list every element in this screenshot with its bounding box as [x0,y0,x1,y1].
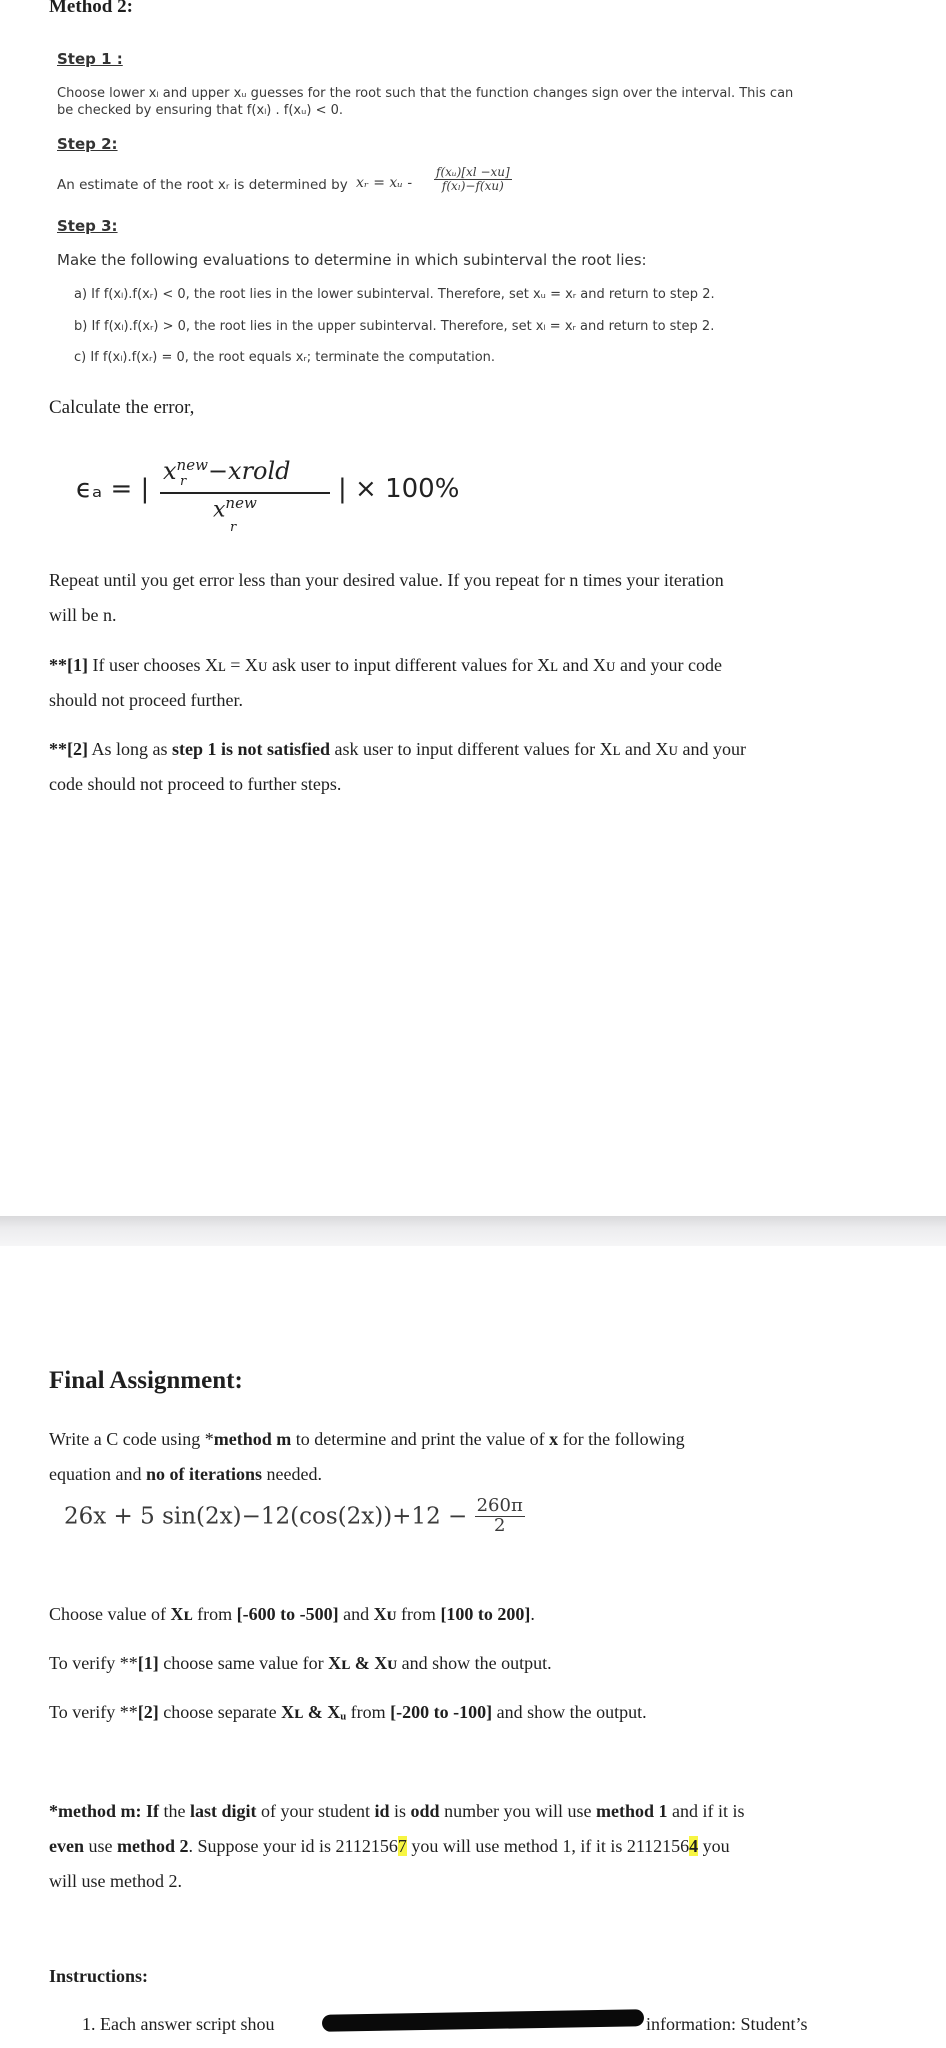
step3-item-c: c) If f(xₗ).f(xᵣ) = 0, the root equals xᵣ; terminate the computation. [74,350,496,365]
instruction-1-end: information: Student’s [646,2014,808,2034]
highlight-digit-7: 7 [397,1836,407,1856]
step2-text: An estimate of the root xᵣ is determined by [57,177,348,193]
error-formula [76,450,496,540]
error-formula-numerator: $x^{new}-xrold$ [163,456,291,485]
note1-line1: **[1] If user chooses Xʟ = Xᴜ ask user to input different values for Xʟ and Xᴜ and your code [49,655,722,675]
instruction-1-start: 1. Each answer script shou [82,2014,275,2034]
verify1-text: To verify **[1] choose same value for Xʟ & Xᴜ and show the output. [49,1653,552,1673]
step3-title: Step 3: [57,217,118,235]
error-formula-rhs: | × 100% [338,474,460,504]
repeat-text-line1: Repeat until you get error less than your desired value. If you repeat for n times your iteration [49,570,724,590]
method2-heading: Method 2: [49,0,133,17]
error-formula-denominator: $x^{new}$ [213,494,257,523]
step2-formula-numerator: f(xᵤ)[xl −xu] [436,165,510,179]
step1-text-line1: Choose lower xₗ and upper xᵤ guesses for the root such that the function changes sign over the interval. This can [57,86,794,101]
verify2-text: To verify **[2] choose separate Xʟ & Xᵤ from [-200 to -100] and show the output. [49,1702,647,1722]
instructions-title: Instructions: [49,1966,149,1986]
highlight-digit-4: 4 [689,1836,699,1856]
final-equation [64,1497,525,1536]
redaction-bar [322,2009,644,2032]
step3-item-b: b) If f(xₗ).f(xᵣ) > 0, the root lies in the upper subinterval. Therefore, set xₗ = xᵣ and return to step 2. [74,319,715,334]
page-separator [0,1216,946,1246]
step2-formula-fraction [434,166,512,192]
method-m-line2: even use method 2. Suppose your id is 21121567 you will use method 1, if it is 21121564 you [49,1836,730,1856]
error-formula-den-sub: r [230,520,237,535]
error-formula-lhs: ϵₐ = | [76,474,150,504]
method-m-line1: *method m: If the last digit of your student id is odd number you will use method 1 and if it is [49,1801,745,1821]
final-equation-main: 26x + 5 sin(2x)−12(cos(2x))+12 − [64,1503,468,1530]
step3-item-a: a) If f(xₗ).f(xᵣ) < 0, the root lies in the lower subinterval. Therefore, set xᵤ = xᵣ and return to step 2. [74,287,715,302]
step3-intro: Make the following evaluations to determine in which subinterval the root lies: [57,251,647,269]
final-intro-line2: equation and no of iterations needed. [49,1464,322,1484]
note1-line2: should not proceed further. [49,690,243,710]
final-intro-line1: Write a C code using *method m to determine and print the value of x for the following [49,1429,685,1449]
note2-line2: code should not proceed to further steps. [49,774,342,794]
note2-line1: **[2] As long as step 1 is not satisfied ask user to input different values for Xʟ and Xᴜ and your [49,739,746,759]
repeat-text-line2: will be n. [49,605,117,625]
calculate-error-text: Calculate the error, [49,397,195,418]
method-m-line3: will use method 2. [49,1871,182,1891]
step2-formula-denominator: f(xₗ)−f(xu) [441,178,504,193]
step2-title: Step 2: [57,135,118,153]
step1-title: Step 1 : [57,50,123,68]
error-formula-num-sub: r [180,474,187,489]
step1-text-line2: be checked by ensuring that f(xₗ) . f(xᵤ) < 0. [57,103,344,118]
choose-range-text: Choose value of Xʟ from [-600 to -500] and Xᴜ from [100 to 200]. [49,1604,535,1624]
step2-formula-lhs: xᵣ = xᵤ - [356,175,413,191]
final-equation-fraction: $\frac{260\pi}{2}$ [476,1495,523,1536]
final-assignment-heading: Final Assignment: [49,1367,243,1394]
